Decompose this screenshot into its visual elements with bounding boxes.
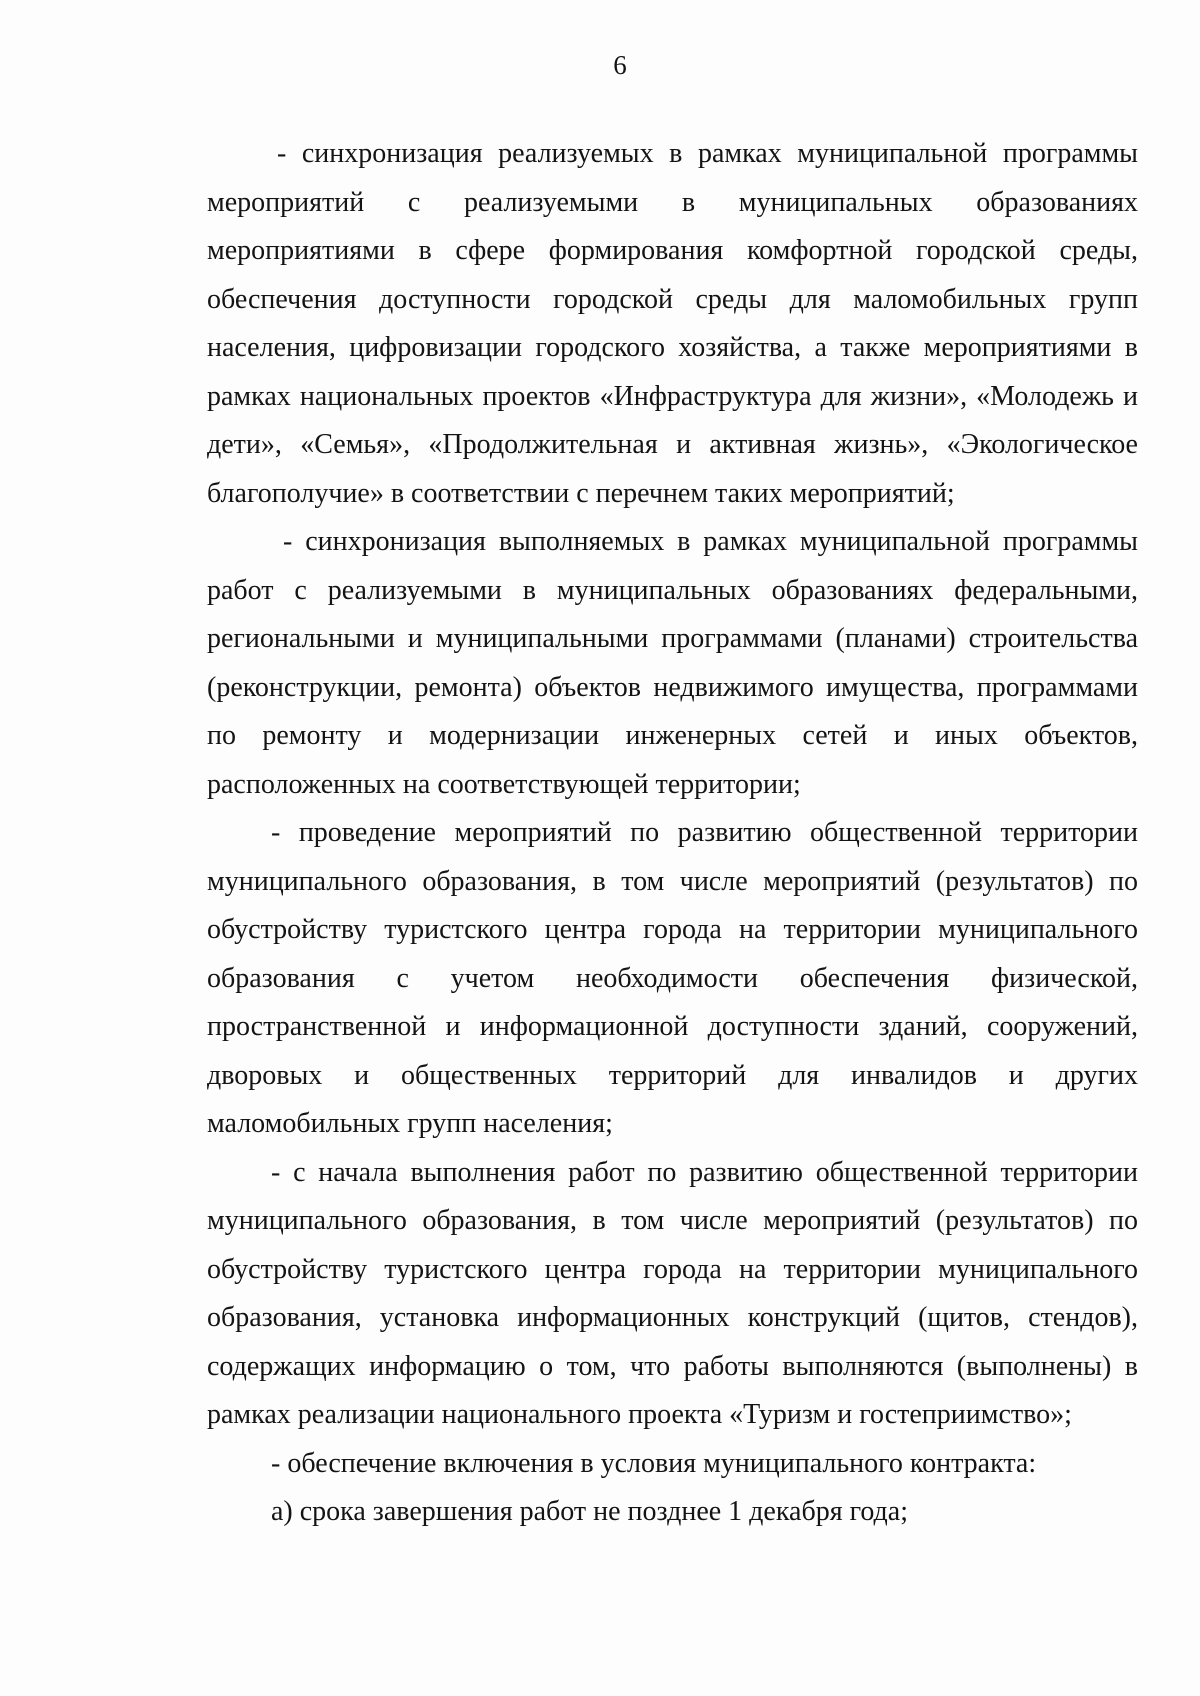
paragraph-sync-activities: - синхронизация реализуемых в рамках муниципальной программы мероприятий с реализуемыми в муниципальных образованиях мероприятиями в сфере формирования комфортной городской среды, обеспечения доступности городской среды для маломобильных групп населения, цифровизации городского хозяйства, а также мероприятиями в рамках национальных проектов «Инфраструктура для жизни», «Молодежь и дети», «Семья», «Продолжительная и активная жизнь», «Экологическое благополучие» в соответствии с перечнем таких мероприятий;	[207, 138, 1138, 509]
paragraph-info-constructions: - с начала выполнения работ по развитию общественной территории муниципального образования, в том числе мероприятий (результатов) по обустройству туристского центра города на территории муниципального образования, установка информационных конструкций (щитов, стендов), содержащих информацию о том, что работы выполняются (выполнены) в рамках реализации национального проекта «Туризм и гостеприимство»;	[207, 1156, 1138, 1430]
paragraph-contract-conditions: - обеспечение включения в условия муниципального контракта:	[271, 1447, 1037, 1479]
page-number: 6	[613, 50, 627, 80]
paragraph-sync-works: - синхронизация выполняемых в рамках муниципальной программы работ с реализуемыми в муниципальных образованиях федеральными, региональными и муниципальными программами (планами) строительства (реконструкции, ремонта) объектов недвижимого имущества, программами по ремонту и модернизации инженерных сетей и иных объектов, расположенных на соответствующей территории;	[207, 526, 1138, 800]
paragraph-public-territory-development: - проведение мероприятий по развитию общественной территории муниципального образования, в том числе мероприятий (результатов) по обустройству туристского центра города на территории муниципального образования с учетом необходимости обеспечения физической, пространственной и информационной доступности зданий, сооружений, дворовых и общественных территорий для инвалидов и других маломобильных групп населения;	[207, 817, 1138, 1139]
paragraph-work-deadline: а) срока завершения работ не позднее 1 декабря года;	[271, 1496, 909, 1527]
document-body	[207, 130, 1138, 1537]
